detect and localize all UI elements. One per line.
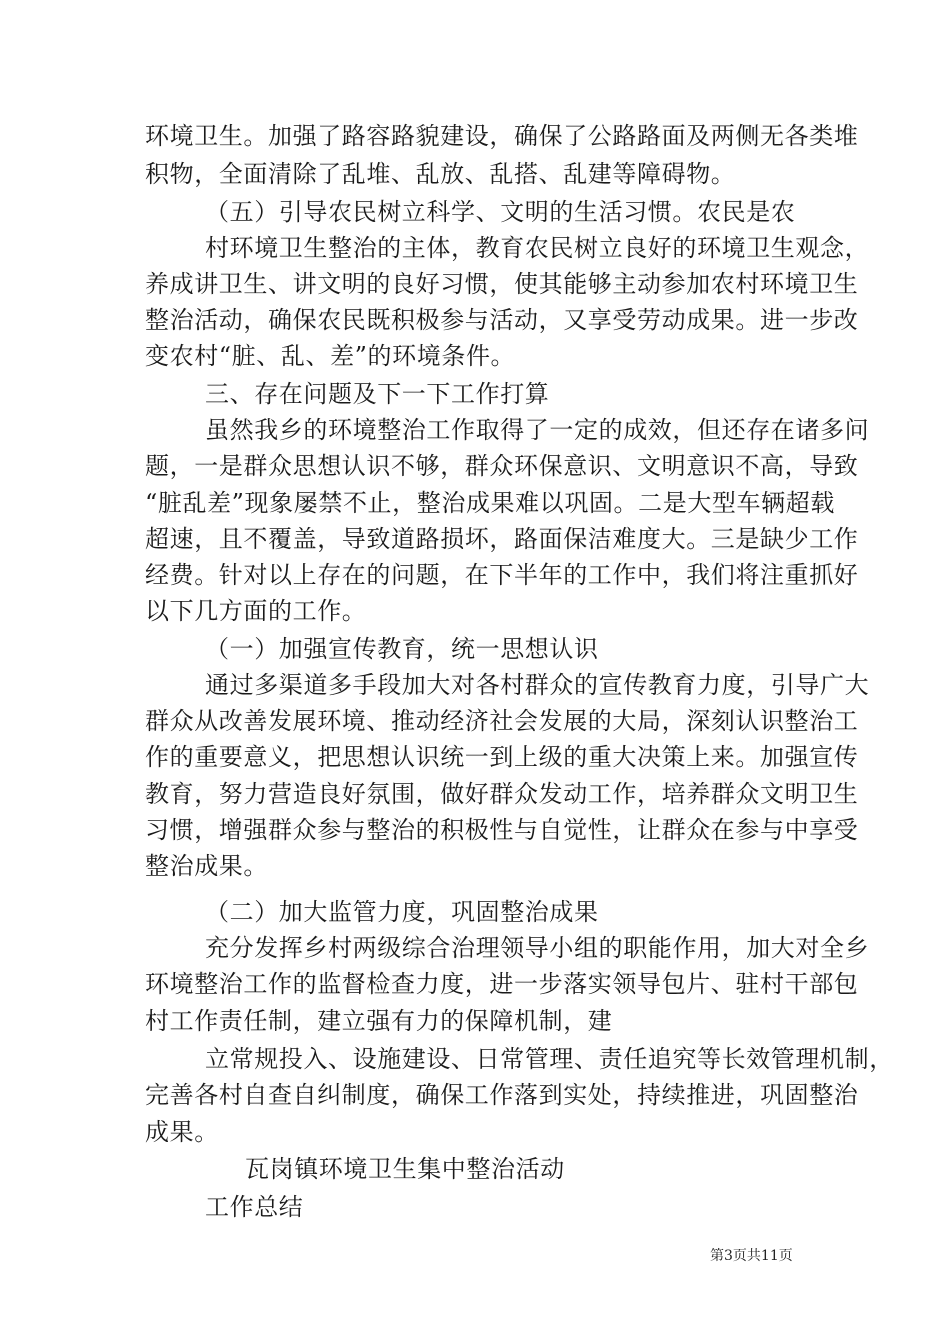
- body-line-21: 整治成果。: [145, 852, 268, 880]
- body-line-7: 变农村“脏、乱、差”的环境条件。: [145, 342, 516, 370]
- body-line-27: 完善各村自查自纠制度，确保工作落到实处，持续推进，巩固整治: [145, 1081, 859, 1109]
- section-heading-3: 三、存在问题及下一下工作打算: [205, 380, 550, 408]
- document-title: 瓦岗镇环境卫生集中整治活动: [245, 1155, 565, 1183]
- body-line-9: 虽然我乡的环境整治工作取得了一定的成效，但还存在诸多问: [205, 416, 870, 444]
- body-line-11: “脏乱差”现象屡禁不止，整治成果难以巩固。二是大型车辆超载: [145, 489, 835, 517]
- body-line-12: 超速，且不覆盖，导致道路损坏，路面保洁难度大。三是缺少工作: [145, 525, 859, 553]
- document-subtitle: 工作总结: [205, 1193, 304, 1221]
- body-line-20: 习惯，增强群众参与整治的积极性与自觉性，让群众在参与中享受: [145, 816, 859, 844]
- body-line-26: 立常规投入、设施建设、日常管理、责任追究等长效管理机制，: [205, 1045, 894, 1073]
- body-line-23: 充分发挥乡村两级综合治理领导小组的职能作用，加大对全乡: [205, 934, 870, 962]
- body-line-13: 经费。针对以上存在的问题，在下半年的工作中，我们将注重抓好: [145, 561, 859, 589]
- body-line-5: 养成讲卫生、讲文明的良好习惯，使其能够主动参加农村环境卫生: [145, 270, 859, 298]
- section-heading-2: （二）加大监管力度，巩固整治成果: [205, 898, 599, 926]
- body-line-14: 以下几方面的工作。: [145, 597, 367, 625]
- body-line-28: 成果。: [145, 1118, 219, 1146]
- body-line-4: 村环境卫生整治的主体，教育农民树立良好的环境卫生观念，: [205, 234, 870, 262]
- body-line-17: 群众从改善发展环境、推动经济社会发展的大局，深刻认识整治工: [145, 707, 859, 735]
- body-line-19: 教育，努力营造良好氛围，做好群众发动工作，培养群众文明卫生: [145, 780, 859, 808]
- body-line-2: 积物，全面清除了乱堆、乱放、乱搭、乱建等障碍物。: [145, 160, 736, 188]
- page-number: 第3页共11页: [710, 1248, 793, 1264]
- section-heading-1: （一）加强宣传教育，统一思想认识: [205, 635, 599, 663]
- body-line-1: 环境卫生。加强了路容路貌建设，确保了公路路面及两侧无各类堆: [145, 122, 859, 150]
- section-heading-5: （五）引导农民树立科学、文明的生活习惯。农民是农: [205, 198, 796, 226]
- body-line-18: 作的重要意义，把思想认识统一到上级的重大决策上来。加强宣传: [145, 743, 859, 771]
- body-line-16: 通过多渠道多手段加大对各村群众的宣传教育力度，引导广大: [205, 671, 870, 699]
- body-line-24: 环境整治工作的监督检查力度，进一步落实领导包片、驻村干部包: [145, 970, 859, 998]
- body-line-6: 整治活动，确保农民既积极参与活动，又享受劳动成果。进一步改: [145, 306, 859, 334]
- body-line-10: 题，一是群众思想认识不够，群众环保意识、文明意识不高，导致: [145, 452, 859, 480]
- body-line-25: 村工作责任制，建立强有力的保障机制，建: [145, 1007, 613, 1035]
